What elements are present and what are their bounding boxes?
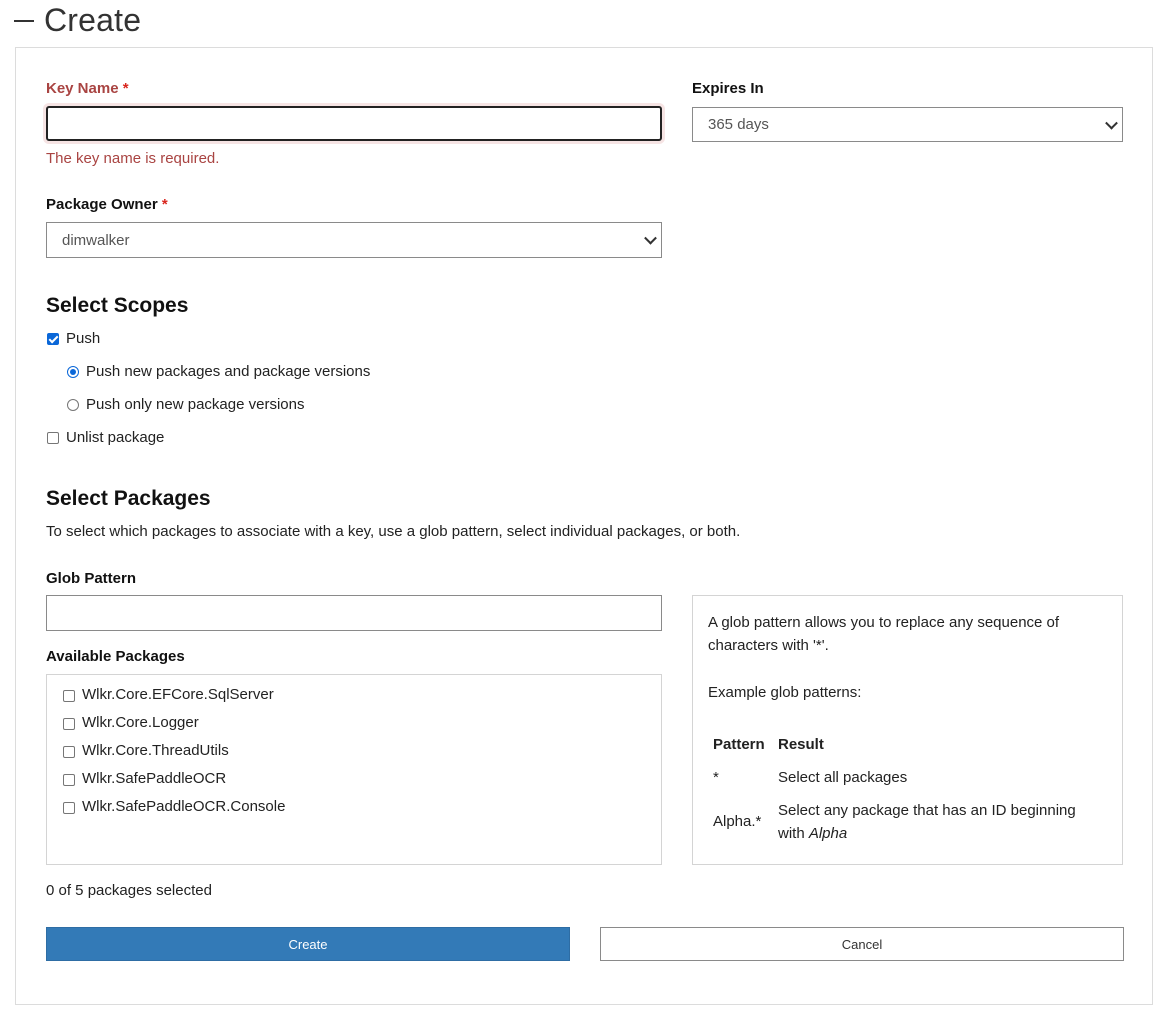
example-result: Select any package that has an ID beginning with Alpha — [778, 802, 1076, 842]
package-item-label: Wlkr.Core.ThreadUtils — [82, 742, 229, 759]
expires-in-select[interactable] — [692, 107, 1123, 142]
cancel-button[interactable]: Cancel — [600, 927, 1124, 961]
push-only-label: Push only new package versions — [86, 396, 305, 413]
unlist-checkbox[interactable] — [47, 432, 59, 444]
select-packages-description: To select which packages to associate with a key, use a glob pattern, select individual packages, or both. — [46, 523, 741, 540]
glob-help-examples-heading: Example glob patterns: — [708, 684, 862, 701]
create-button[interactable]: Create — [46, 927, 570, 961]
package-checkbox[interactable] — [63, 746, 75, 758]
chevron-down-icon — [644, 232, 657, 245]
available-packages-list — [46, 674, 662, 865]
select-packages-heading: Select Packages — [46, 487, 211, 510]
push-new-radio[interactable] — [67, 366, 79, 378]
example-result: Select all packages — [778, 769, 908, 786]
expires-in-value: 365 days — [708, 116, 769, 133]
key-name-input[interactable] — [46, 106, 662, 141]
expires-in-label: Expires In — [692, 80, 764, 97]
selected-count: 0 of 5 packages selected — [46, 882, 212, 899]
package-checkbox[interactable] — [63, 718, 75, 730]
key-name-error: The key name is required. — [46, 150, 220, 167]
package-owner-label: Package Owner * — [46, 196, 168, 213]
glob-help-intro: A glob pattern allows you to replace any sequence of characters with '*'. — [708, 614, 1060, 654]
package-owner-select[interactable] — [46, 222, 662, 258]
glob-pattern-label: Glob Pattern — [46, 570, 137, 587]
push-label: Push — [66, 330, 101, 347]
key-name-label: Key Name * — [46, 80, 129, 97]
example-pattern: * — [713, 769, 719, 786]
package-checkbox[interactable] — [63, 774, 75, 786]
col-result-header: Result — [778, 736, 824, 753]
package-item-label: Wlkr.SafePaddleOCR.Console — [82, 798, 286, 815]
package-item-label: Wlkr.Core.EFCore.SqlServer — [82, 686, 274, 703]
package-owner-value: dimwalker — [62, 231, 130, 249]
package-checkbox[interactable] — [63, 802, 75, 814]
package-checkbox[interactable] — [63, 690, 75, 702]
chevron-down-icon — [1105, 116, 1118, 129]
collapse-icon[interactable] — [14, 20, 34, 22]
available-packages-label: Available Packages — [46, 648, 185, 665]
push-new-label: Push new packages and package versions — [86, 363, 371, 380]
push-only-radio[interactable] — [67, 399, 79, 411]
select-scopes-heading: Select Scopes — [46, 294, 189, 317]
page-title: Create — [44, 1, 142, 38]
glob-pattern-input[interactable] — [46, 595, 662, 631]
unlist-label: Unlist package — [66, 429, 165, 446]
page-header — [14, 0, 141, 40]
push-checkbox[interactable] — [47, 333, 59, 345]
col-pattern-header: Pattern — [713, 736, 765, 753]
example-pattern: Alpha.* — [713, 813, 762, 830]
package-item-label: Wlkr.Core.Logger — [82, 714, 199, 731]
package-item-label: Wlkr.SafePaddleOCR — [82, 770, 227, 787]
